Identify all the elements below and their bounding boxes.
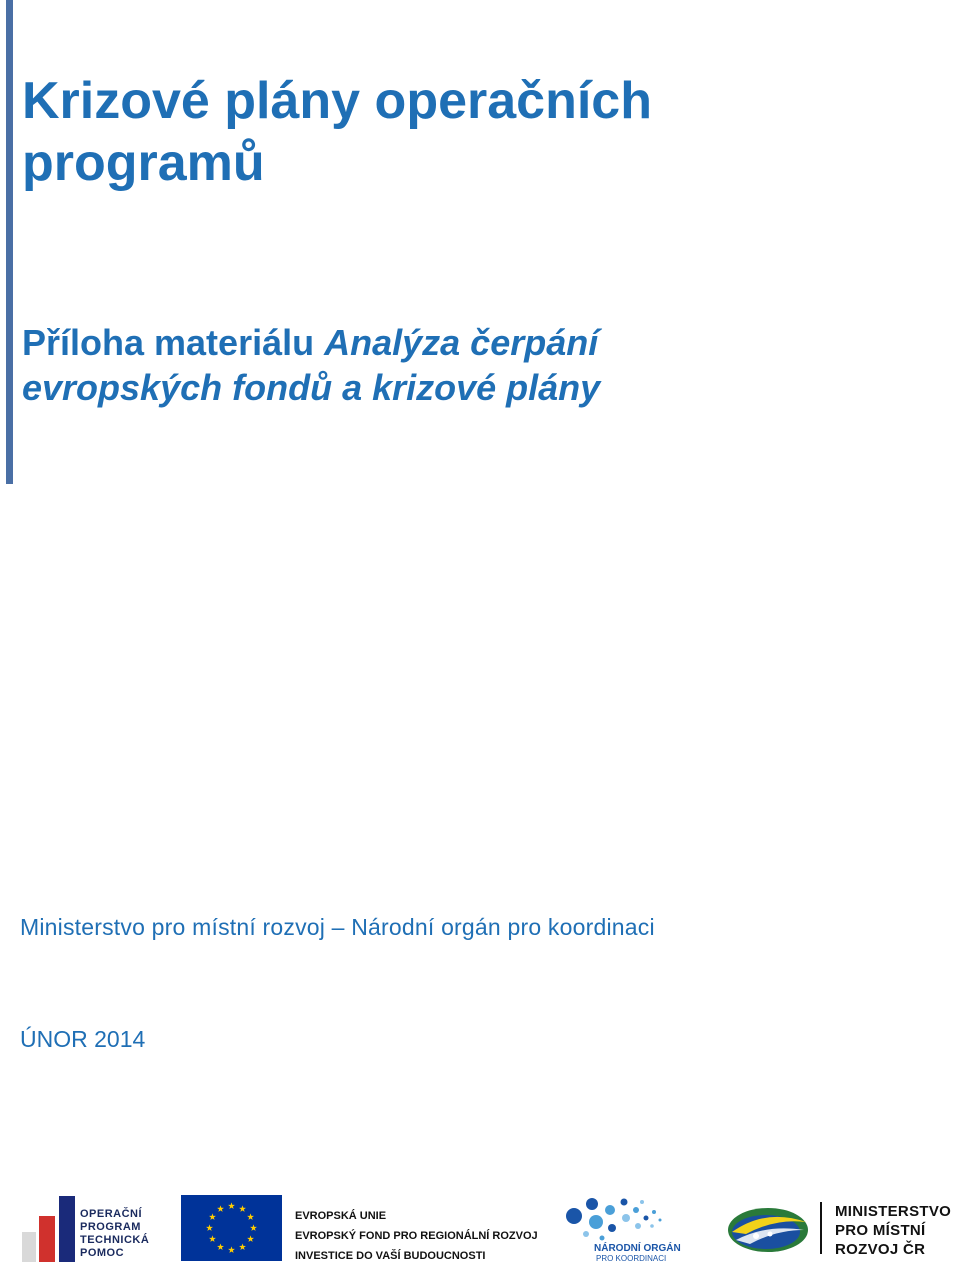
eu-star-icon bbox=[228, 1246, 235, 1253]
op-line: POMOC bbox=[80, 1247, 125, 1259]
eu-star-icon bbox=[228, 1202, 235, 1209]
op-line: OPERAČNÍ bbox=[80, 1208, 143, 1220]
title-line-1: Krizové plány operačních bbox=[22, 72, 652, 130]
eu-star-icon bbox=[239, 1243, 246, 1250]
op-line: TECHNICKÁ bbox=[80, 1234, 150, 1246]
eu-line: EVROPSKÁ UNIE bbox=[295, 1210, 387, 1222]
mmr-divider bbox=[820, 1202, 822, 1254]
eu-star-icon bbox=[206, 1224, 213, 1231]
nok-line-2: PRO KOORDINACI bbox=[596, 1254, 667, 1263]
mmr-line: MINISTERSTVO bbox=[835, 1203, 952, 1220]
document-subtitle bbox=[22, 320, 882, 410]
eu-line: INVESTICE DO VAŠÍ BUDOUCNOSTI bbox=[295, 1250, 486, 1262]
op-line: PROGRAM bbox=[80, 1221, 141, 1233]
logo-strip bbox=[0, 1190, 960, 1264]
eu-star-icon bbox=[217, 1243, 224, 1250]
eu-line: EVROPSKÝ FOND PRO REGIONÁLNÍ ROZVOJ bbox=[295, 1230, 538, 1242]
op-logo-text bbox=[80, 1208, 149, 1260]
mmr-line: PRO MÍSTNÍ bbox=[835, 1222, 926, 1239]
op-technicka-pomoc-logo bbox=[22, 1194, 162, 1262]
eu-star-icon bbox=[209, 1235, 216, 1242]
accent-bar bbox=[6, 0, 13, 484]
subtitle-prefix: Příloha materiálu bbox=[22, 322, 325, 363]
mmr-line: ROZVOJ ČR bbox=[835, 1241, 926, 1258]
subtitle-italic-2: evropských fondů a krizové plány bbox=[22, 367, 601, 408]
narodni-organ-logo bbox=[562, 1194, 681, 1263]
eu-star-icon bbox=[209, 1213, 216, 1220]
op-bars-icon bbox=[22, 1194, 76, 1262]
eu-star-icon bbox=[247, 1235, 254, 1242]
subtitle-italic-1: Analýza čerpání bbox=[324, 322, 599, 363]
organization-name: Ministerstvo pro místní rozvoj – Národní orgán pro koordinaci bbox=[20, 914, 655, 940]
mmr-logo-text bbox=[835, 1202, 951, 1259]
document-date: ÚNOR 2014 bbox=[20, 1026, 146, 1052]
mmr-emblem-icon bbox=[726, 1204, 810, 1254]
eu-logo-text bbox=[295, 1206, 538, 1266]
document-title bbox=[22, 70, 882, 194]
eu-star-icon bbox=[247, 1213, 254, 1220]
eu-star-icon bbox=[250, 1224, 257, 1231]
eu-star-icon bbox=[217, 1205, 224, 1212]
eu-flag-icon bbox=[181, 1195, 282, 1261]
title-line-2: programů bbox=[22, 134, 265, 192]
nok-dots-icon bbox=[562, 1194, 678, 1244]
nok-line-1: NÁRODNÍ ORGÁN bbox=[594, 1243, 681, 1254]
eu-star-icon bbox=[239, 1205, 246, 1212]
